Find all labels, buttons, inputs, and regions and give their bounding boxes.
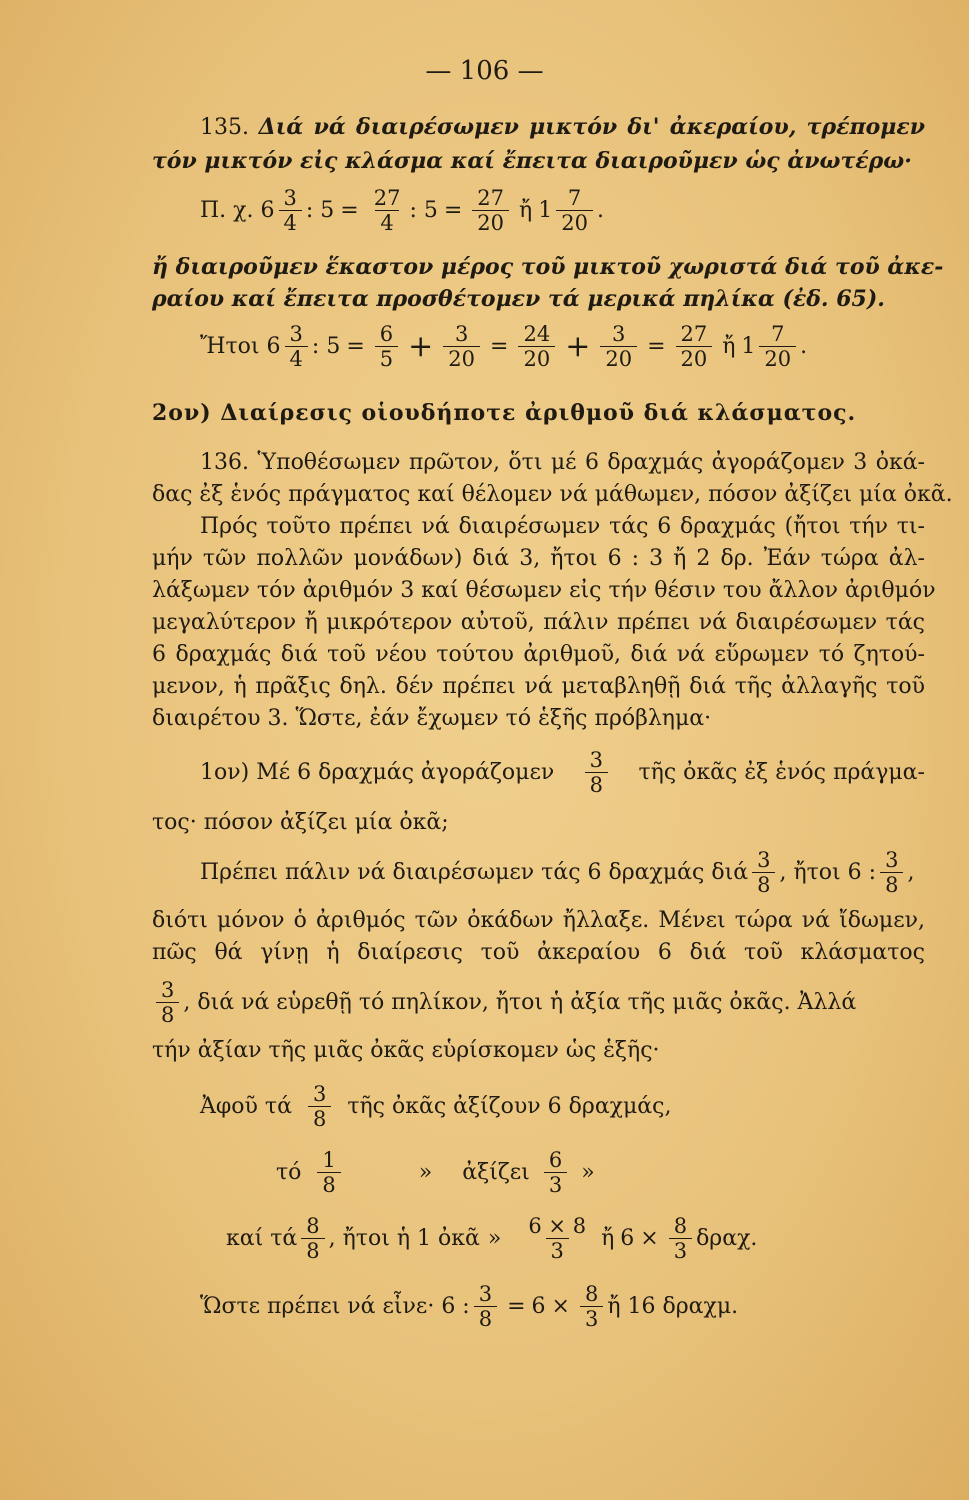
fraction-3-8: $\frac{3}{8}$ <box>308 1082 331 1131</box>
equals: = <box>346 333 365 359</box>
because-line1: διότι μόνον ὁ ἀριθμός τῶν ὀκάδων ἤλλαξε. Μένει τώρα νά ἴδωμεν, <box>152 908 925 933</box>
conclusion-line <box>200 1276 738 1336</box>
fraction-6-3: $\frac{6}{3}$ <box>544 1148 567 1197</box>
fraction-24-20: $\frac{24}{20}$ <box>518 322 555 371</box>
or-word: ἤ <box>601 1225 615 1251</box>
page-number: — 106 — <box>425 56 544 86</box>
sec135-heading-line1 <box>200 112 925 143</box>
fraction-8-3: $\frac{8}{3}$ <box>580 1282 603 1331</box>
question-line1 <box>200 742 925 802</box>
fraction-27-4: $\frac{27}{4}$ <box>373 185 401 235</box>
sec136-line1: 136. Ὑποθέσωμεν πρῶτον, ὅτι μέ 6 δραχμάς ἀγοράζομεν 3 ὀκά- <box>200 450 925 475</box>
since-line <box>200 1076 671 1136</box>
or-word: ἤ <box>519 197 533 223</box>
fraction-8-8: $\frac{8}{8}$ <box>301 1214 324 1263</box>
number-6: 6 <box>531 1293 546 1319</box>
sec136-line5: λάξωμεν τόν ἀριθμόν 3 καί θέσωμεν εἰς τήν θέσιν του ἄλλον ἀριθμόν <box>152 578 936 603</box>
sec136-line3: Πρός τοῦτο πρέπει νά διαιρέσωμεν τάς 6 δραχμάς (ἤτοι τήν τι- <box>200 514 925 539</box>
ditto-mark: » <box>487 1225 502 1251</box>
fraction-27-20: $\frac{27}{20}$ <box>676 322 713 371</box>
conclusion-prefix: Ὥστε πρέπει νά εἶνε· 6 : <box>200 1293 470 1319</box>
fraction-7-20: $\frac{7}{20}$ <box>556 186 593 235</box>
fraction-3-8: $\frac{3}{8}$ <box>474 1282 497 1331</box>
since-prefix: Ἀφοῦ τά <box>200 1093 292 1119</box>
period: . <box>800 333 808 359</box>
or-word: ἤ <box>722 333 736 359</box>
sec136-line6: μεγαλύτερον ἤ μικρότερον αὐτοῦ, πάλιν πρέπει νά διαιρέσωμεν τάς <box>152 610 925 635</box>
fraction-1-8: $\frac{1}{8}$ <box>317 1148 340 1197</box>
divide-by-5: : 5 <box>409 197 438 223</box>
question-prefix: 1ον) Μέ 6 δραχμάς ἀγοράζομεν <box>200 759 555 785</box>
times: × <box>551 1293 570 1319</box>
example1-equation <box>200 180 604 240</box>
example2-equation <box>200 316 807 376</box>
section2-heading: 2ον) Διαίρεσις οἱουδήποτε ἀριθμοῦ διά κλάσματος. <box>152 400 857 426</box>
equals: = <box>507 1293 526 1319</box>
itoi-oka-text: , ἤτοι ἡ 1 ὀκᾶ <box>328 1225 480 1251</box>
alt-method-line2: ραίου καί ἔπειτα προσθέτομεν τά μερικά πηλίκα (ἐδ. 65). <box>152 286 885 312</box>
fraction-6x8-3: $\frac{6 \times 8}{3}$ <box>528 1213 587 1263</box>
eight-eighths-line <box>226 1208 757 1268</box>
divide-by-5: : 5 <box>311 333 341 359</box>
divide-by-5: : 5 <box>305 197 335 223</box>
whole-1: 1 <box>741 333 756 359</box>
fraction-3-20: $\frac{3}{20}$ <box>443 322 480 371</box>
itoi-6-colon: , ἤτοι 6 : <box>779 859 877 885</box>
found-line <box>152 972 925 1032</box>
fraction-8-3: $\frac{8}{3}$ <box>669 1214 692 1263</box>
sec136-line2: δας ἐξ ἑνός πράγματος καί θέλομεν νά μάθωμεν, πόσον ἀξίζει μία ὀκᾶ. <box>152 482 953 507</box>
plus: + <box>408 328 434 364</box>
since-suffix: τῆς ὀκᾶς ἀξίζουν 6 δραχμάς, <box>347 1093 672 1119</box>
period: . <box>596 197 604 223</box>
fraction-3-20: $\frac{3}{20}$ <box>600 322 637 371</box>
fraction-27-20: $\frac{27}{20}$ <box>472 186 509 235</box>
sec136-line4: μήν τῶν πολλῶν μονάδων) διά 3, ἤτοι 6 : 3 ἤ 2 δρ. Ἐάν τώρα ἀλ- <box>152 546 925 571</box>
fraction-3-8: $\frac{3}{8}$ <box>585 748 608 797</box>
fraction-7-20: $\frac{7}{20}$ <box>759 322 796 371</box>
sec136-line9: διαιρέτου 3. Ὥστε, ἐάν ἔχωμεν τό ἑξῆς πρόβλημα· <box>152 706 712 731</box>
equals: = <box>340 197 359 223</box>
fraction-3-8: $\frac{3}{8}$ <box>752 848 775 897</box>
example2-prefix: Ἤτοι 6 <box>200 333 281 359</box>
to-word: τό <box>276 1159 302 1185</box>
fraction-3-4: $\frac{3}{4}$ <box>279 186 302 235</box>
example1-prefix: Π. χ. 6 <box>200 197 275 223</box>
fraction-3-8: $\frac{3}{8}$ <box>880 848 903 897</box>
ditto-mark: » <box>581 1159 595 1185</box>
comma: , <box>907 859 915 885</box>
must-divide-line <box>200 842 925 902</box>
question-suffix: τῆς ὀκᾶς ἐξ ἑνός πράγμα- <box>638 759 925 785</box>
plus: + <box>565 328 591 364</box>
times: × <box>640 1225 659 1251</box>
found-text: , διά νά εὑρεθῇ τό πηλίκον, ἤτοι ἡ ἀξία τῆς μιᾶς ὀκᾶς. Ἀλλά <box>183 989 857 1015</box>
found-line2: τήν ἀξίαν τῆς μιᾶς ὀκᾶς εὑρίσκομεν ὡς ἑξῆς· <box>152 1038 660 1063</box>
equals: = <box>490 333 509 359</box>
equals: = <box>647 333 666 359</box>
kai-ta-text: καί τά <box>226 1225 298 1251</box>
sec136-line8: μενον, ἡ πρᾶξις δηλ. δέν πρέπει νά μεταβληθῇ διά τῆς ἀλλαγῆς τοῦ <box>152 674 925 699</box>
fraction-6-5: $\frac{6}{5}$ <box>375 322 398 371</box>
sec135-heading-text: Διά νά διαιρέσωμεν μικτόν δι' ἀκεραίου, τρέπομεν <box>258 114 925 140</box>
because-line2: πῶς θά γίνῃ ἡ διαίρεσις τοῦ ἀκεραίου 6 διά τοῦ κλάσματος <box>152 940 925 965</box>
fraction-3-4: $\frac{3}{4}$ <box>285 322 308 371</box>
axizei-word: ἀξίζει <box>462 1159 530 1185</box>
sec135-heading-line2: τόν μικτόν εἰς κλάσμα καί ἔπειτα διαιροῦμεν ὡς ἀνωτέρω· <box>152 148 912 174</box>
must-divide-text: Πρέπει πάλιν νά διαιρέσωμεν τάς 6 δραχμάς διά <box>200 859 749 885</box>
question-line2: τος· πόσον ἀξίζει μία ὀκᾶ; <box>152 810 449 835</box>
fraction-3-8: $\frac{3}{8}$ <box>156 978 179 1027</box>
whole-1: 1 <box>538 197 553 223</box>
number-6: 6 <box>620 1225 635 1251</box>
equals: = <box>443 197 463 223</box>
alt-method-line1: ἤ διαιροῦμεν ἕκαστον μέρος τοῦ μικτοῦ χωριστά διά τοῦ ἀκε- <box>152 254 944 280</box>
one-eighth-line <box>276 1142 595 1202</box>
conclusion-result: ἤ 16 δραχμ. <box>607 1293 739 1319</box>
drach-unit: δραχ. <box>696 1225 758 1251</box>
ditto-mark: » <box>418 1159 433 1185</box>
sec135-number: 135. <box>200 115 249 140</box>
sec136-line7: 6 δραχμάς διά τοῦ νέου τούτου ἀριθμοῦ, διά νά εὕρωμεν τό ζητού- <box>152 642 925 667</box>
